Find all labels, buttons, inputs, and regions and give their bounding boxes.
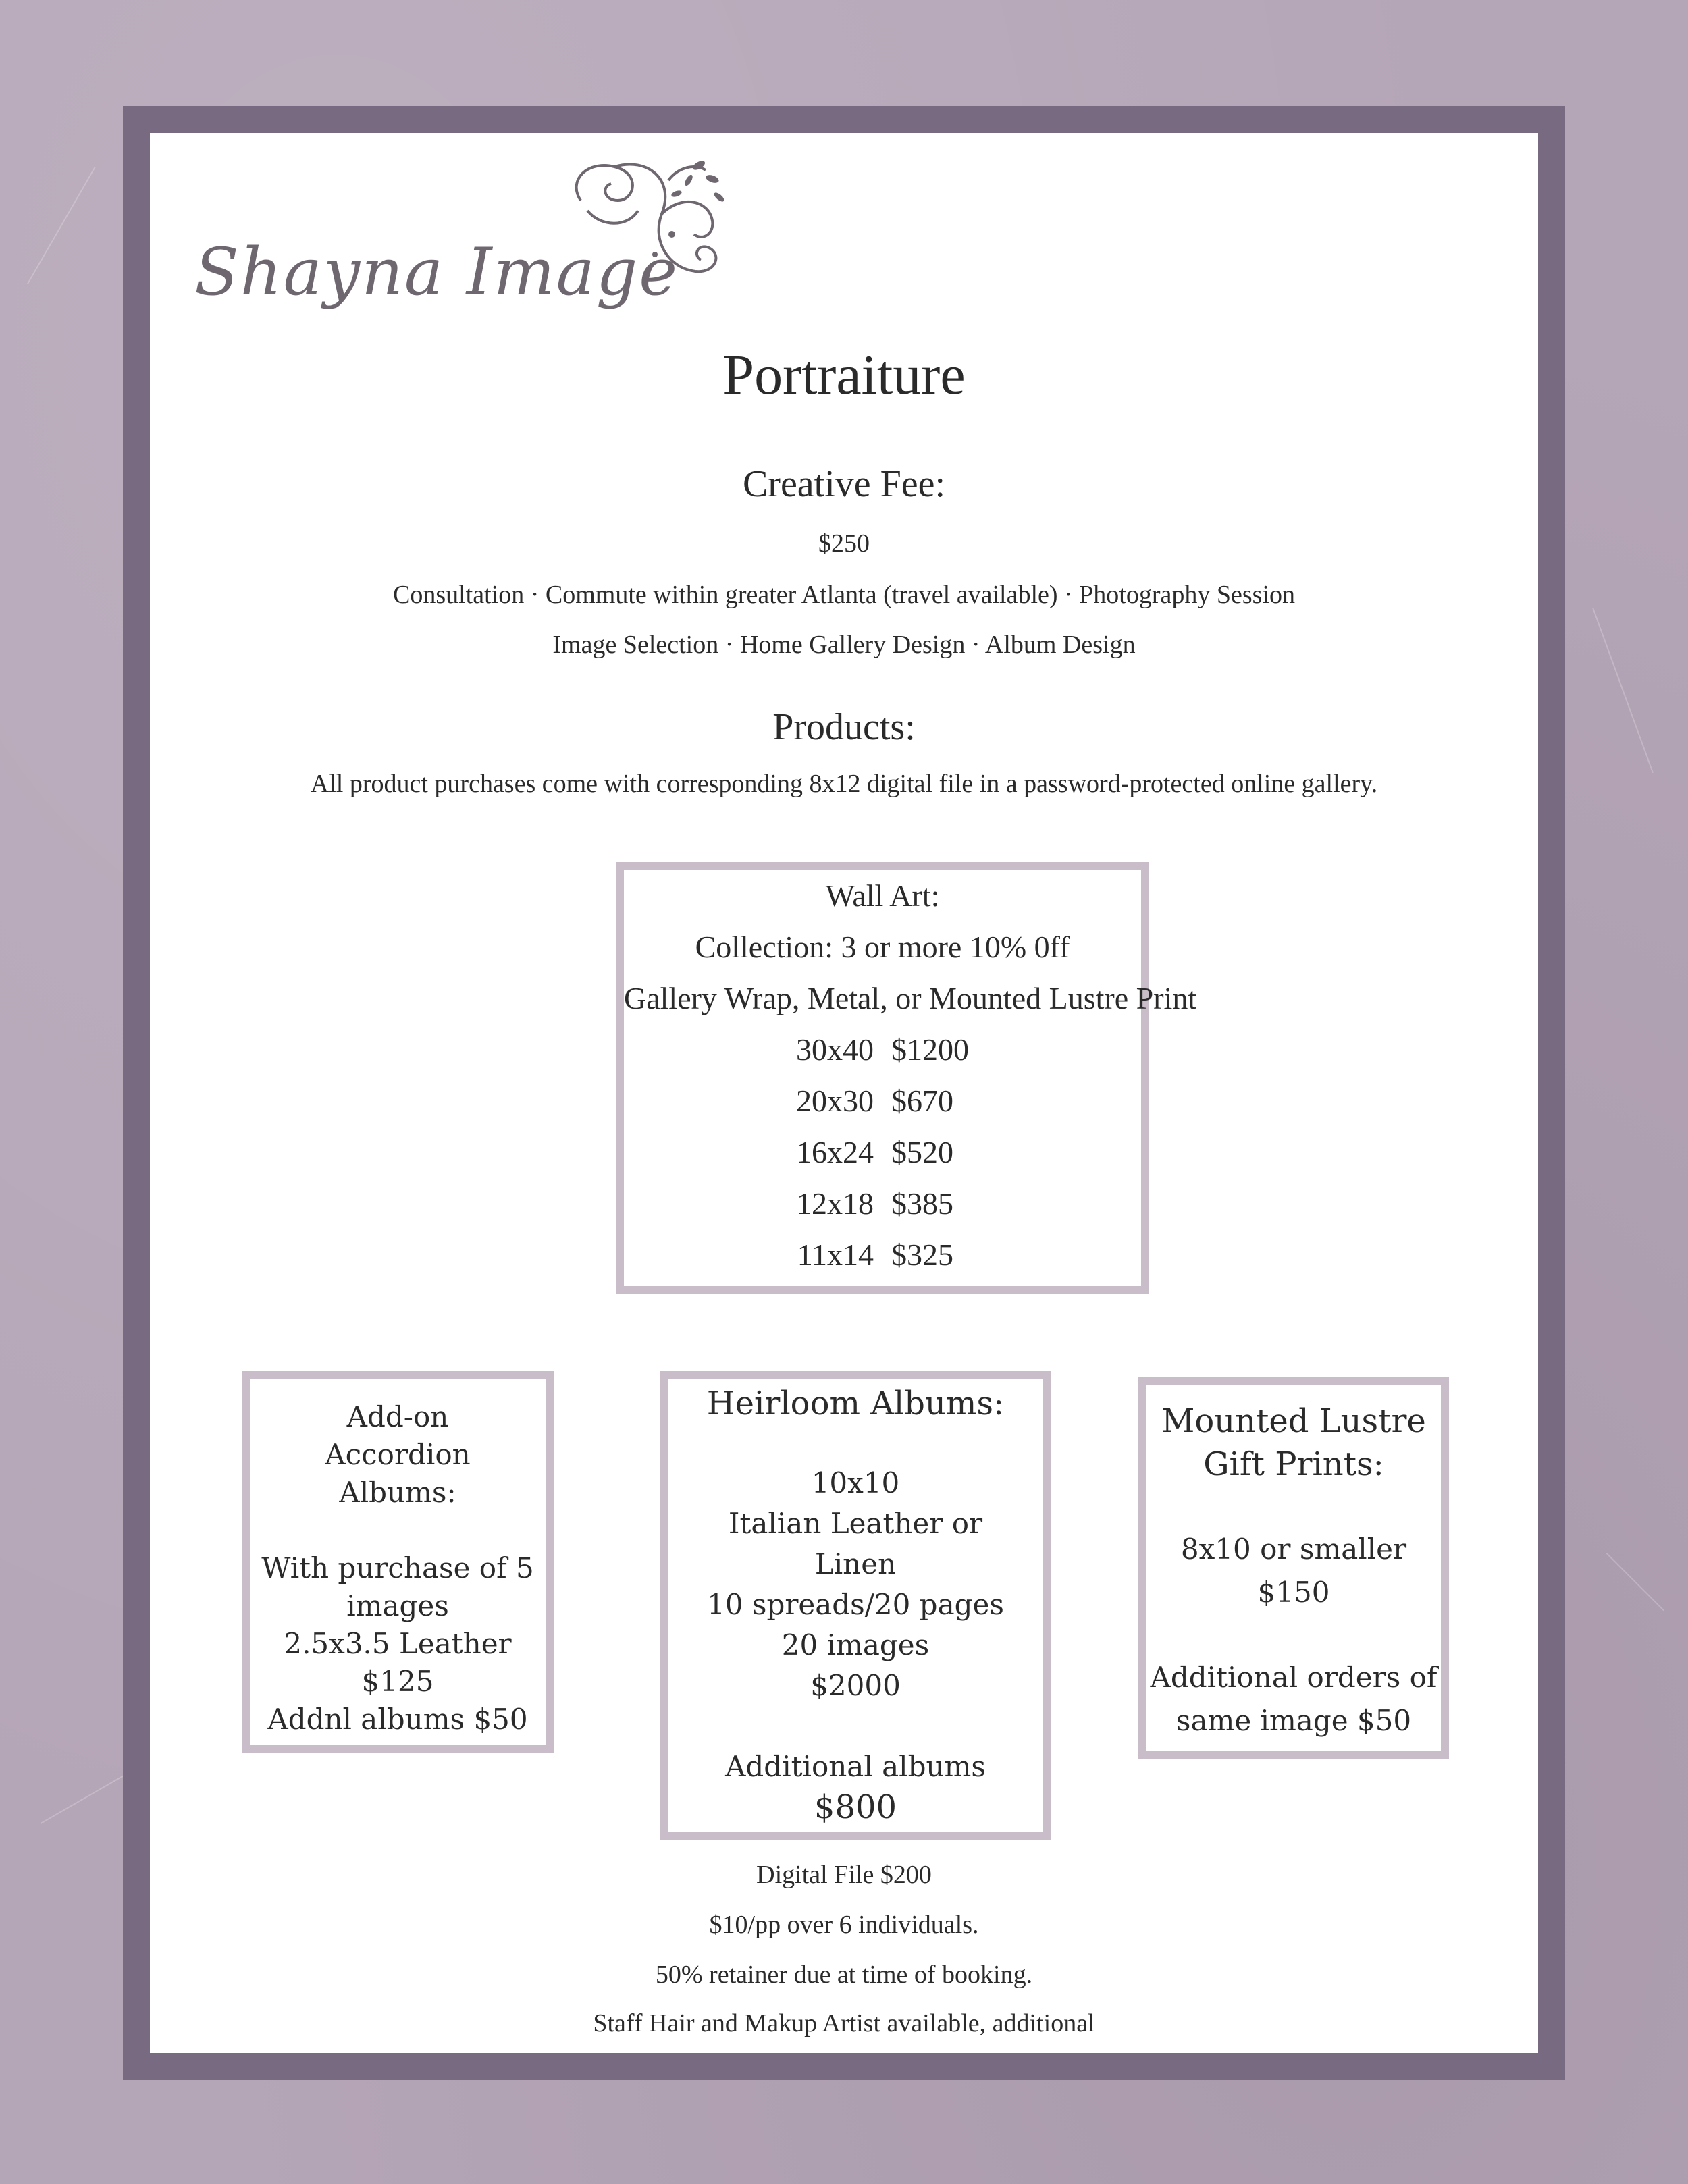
heirloom-heading: Heirloom Albums:: [706, 1385, 1005, 1422]
wall-art-price-row: [624, 1229, 1141, 1281]
brand-logo: [182, 153, 790, 309]
background-scratch: [1592, 608, 1654, 773]
mounted-prints-box: [1138, 1377, 1449, 1759]
addon-line3: 2.5x3.5 Leather: [284, 1627, 512, 1660]
brand-logo-text: Shayna Image: [194, 234, 679, 310]
addon-heading-line1: Add-on: [346, 1400, 449, 1433]
spacer: [250, 1512, 546, 1549]
addon-price: $125: [361, 1665, 434, 1698]
heirloom-albums-box: [660, 1371, 1051, 1840]
spacer: [668, 1706, 1043, 1747]
addon-albums-box: [242, 1371, 554, 1753]
heirloom-material-line2: Linen: [814, 1547, 897, 1580]
wall-art-box: [616, 862, 1197, 1294]
spacer: [1146, 1614, 1441, 1656]
wall-art-size: 20x30: [796, 1084, 874, 1118]
wall-art-price: $670: [891, 1084, 953, 1118]
heirloom-additional-label: Additional albums: [725, 1750, 986, 1783]
mounted-additional-line1: Additional orders of: [1150, 1661, 1438, 1694]
creative-fee-includes-line1: Consultation · Commute within greater Atlanta (travel available) · Photography Session: [392, 581, 1296, 609]
price-sheet: [150, 133, 1538, 2053]
wall-art-size: 30x40: [796, 1032, 874, 1067]
addon-heading-line3: Albums:: [339, 1476, 456, 1509]
heirloom-spreads: 10 spreads/20 pages: [707, 1588, 1004, 1621]
footer-staff: Staff Hair and Makup Artist available, additional: [593, 2009, 1095, 2037]
wall-art-collection: Collection: 3 or more 10% 0ff: [695, 930, 1070, 964]
background-scratch: [1606, 1553, 1664, 1611]
wall-art-heading: Wall Art:: [825, 878, 940, 913]
background-scratch: [27, 167, 96, 284]
mounted-additional-line2: same image $50: [1176, 1704, 1412, 1737]
addon-line2: images: [346, 1589, 449, 1622]
wall-art-price-row: [624, 1075, 1141, 1127]
heirloom-size: 10x10: [811, 1466, 900, 1499]
spacer: [1146, 1486, 1441, 1528]
addon-additional: Addnl albums $50: [267, 1703, 528, 1736]
heirloom-price: $2000: [810, 1669, 901, 1702]
mounted-heading-line2: Gift Prints:: [1203, 1445, 1384, 1483]
wall-art-price-row: [624, 1024, 1141, 1075]
page-title: Portraiture: [722, 344, 966, 406]
creative-fee-price: $250: [818, 529, 870, 558]
wall-art-price: $1200: [891, 1032, 969, 1067]
wall-art-price: $325: [891, 1237, 953, 1272]
heirloom-images: 20 images: [781, 1628, 930, 1661]
mounted-heading-line1: Mounted Lustre: [1161, 1402, 1426, 1440]
addon-heading-line2: Accordion: [325, 1438, 471, 1471]
heirloom-additional-price: $800: [814, 1788, 897, 1826]
footer-retainer: 50% retainer due at time of booking.: [655, 1961, 1033, 1989]
footer-digital-file: Digital File $200: [756, 1861, 932, 1889]
wall-art-types: Gallery Wrap, Metal, or Mounted Lustre Print: [624, 981, 1197, 1015]
creative-fee-includes-line2: Image Selection · Home Gallery Design · Album Design: [552, 631, 1136, 659]
creative-fee-heading: Creative Fee:: [742, 463, 946, 505]
spacer: [668, 1425, 1043, 1463]
products-note: All product purchases come with corresponding 8x12 digital file in a password-protected online gallery.: [310, 770, 1378, 798]
wall-art-price-row: [624, 1178, 1141, 1229]
wall-art-price: $520: [891, 1135, 953, 1169]
wall-art-price: $385: [891, 1186, 953, 1221]
wall-art-size: 12x18: [796, 1186, 874, 1221]
mounted-price: $150: [1257, 1576, 1330, 1609]
page-frame: [123, 106, 1565, 2080]
heirloom-material-line1: Italian Leather or: [728, 1507, 983, 1540]
wall-art-size: 11x14: [797, 1237, 874, 1272]
wall-art-price-row: [624, 1127, 1141, 1178]
mounted-size: 8x10 or smaller: [1180, 1533, 1407, 1566]
footer-per-person: $10/pp over 6 individuals.: [709, 1911, 979, 1939]
products-heading: Products:: [772, 706, 916, 748]
addon-line1: With purchase of 5: [261, 1551, 534, 1584]
wall-art-size: 16x24: [796, 1135, 874, 1169]
